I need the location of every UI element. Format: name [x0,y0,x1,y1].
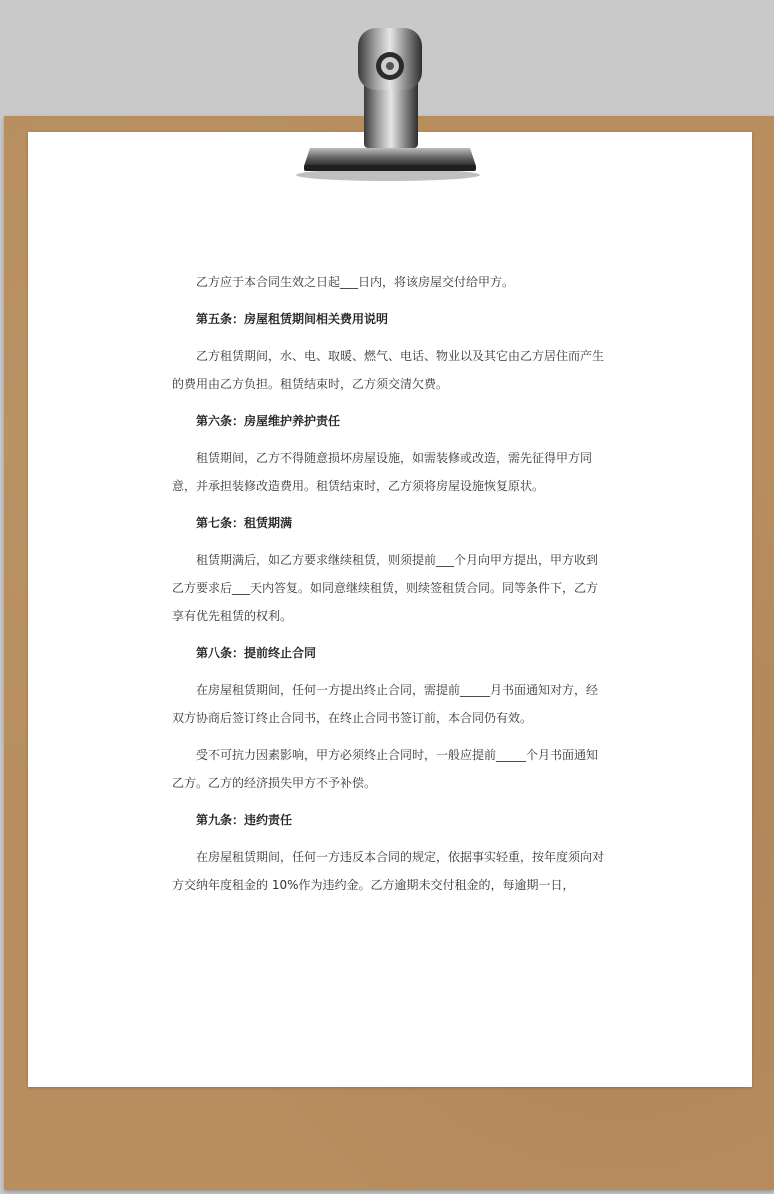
article-8-body-2: 受不可抗力因素影响，甲方必须终止合同时，一般应提前_____个月书面通知乙方。乙方的经济损失甲方不予补偿。 [172,748,599,790]
article-5-body: 乙方租赁期间，水、电、取暖、燃气、电话、物业以及其它由乙方居住而产生的费用由乙方负担。租赁结束时，乙方须交清欠费。 [172,349,605,391]
article-9-body: 在房屋租赁期间，任何一方违反本合同的规定，依据事实轻重，按年度须向对方交纳年度租金的 10%作为违约金。乙方逾期未交付租金的，每逾期一日， [172,850,605,892]
delivery-clause: 乙方应于本合同生效之日起___日内，将该房屋交付给甲方。 [196,275,515,289]
article-6-heading: 第六条：房屋维护养护责任 [196,414,341,428]
article-5-heading: 第五条：房屋租赁期间相关费用说明 [196,312,389,326]
article-7-body: 租赁期满后，如乙方要求继续租赁，则须提前___个月向甲方提出，甲方收到乙方要求后___天内答复。如同意继续租赁，则续签租赁合同。同等条件下，乙方享有优先租赁的权利。 [172,553,599,623]
contract-text [172,268,604,908]
article-6-body: 租赁期间，乙方不得随意损坏房屋设施，如需装修或改造，需先征得甲方同意，并承担装修改造费用。租赁结束时，乙方须将房屋设施恢复原状。 [172,451,593,493]
article-9-heading: 第九条：违约责任 [196,813,293,827]
article-7-heading: 第七条：租赁期满 [196,516,293,530]
article-8-body-1: 在房屋租赁期间，任何一方提出终止合同，需提前_____月书面通知对方，经双方协商后签订终止合同书，在终止合同书签订前，本合同仍有效。 [172,683,599,725]
article-8-heading: 第八条：提前终止合同 [196,646,317,660]
